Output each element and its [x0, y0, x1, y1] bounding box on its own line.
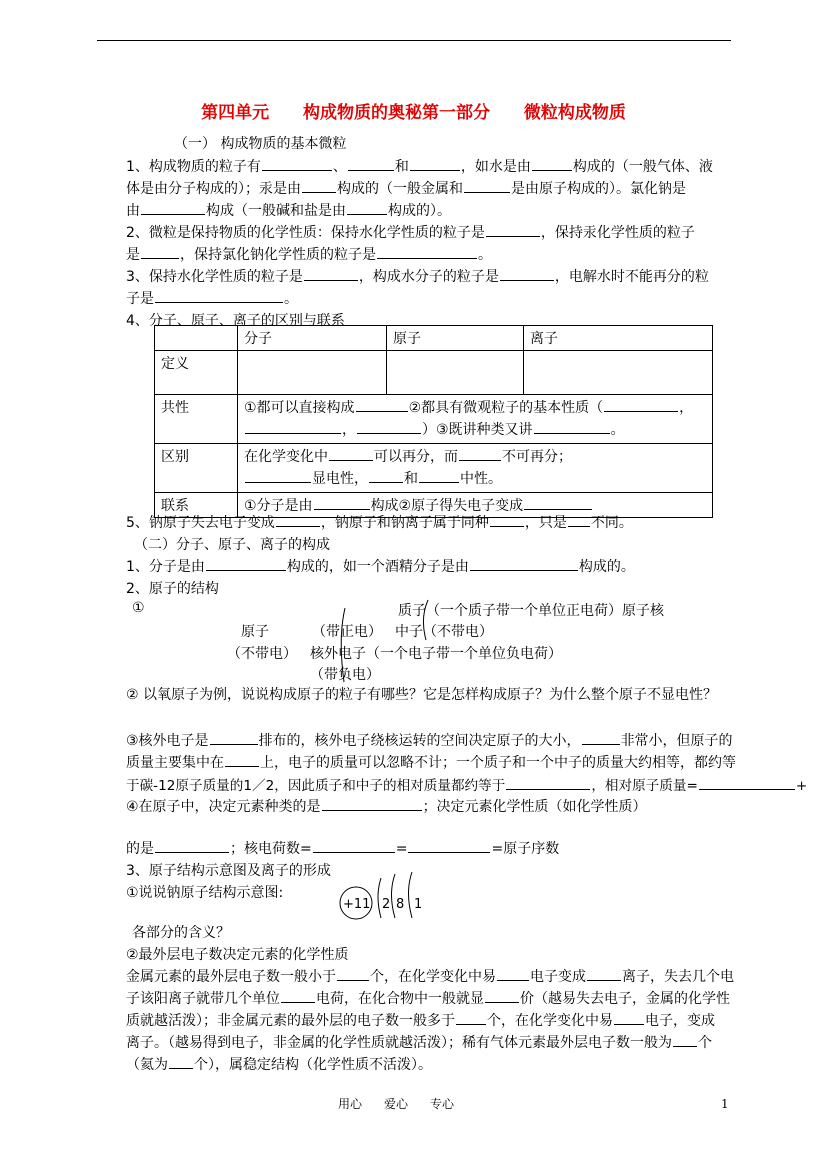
q3-line1: 3、保持水化学性质的粒子是 ，构成水分子的粒子是 ，电解水时不能再分的粒 — [126, 266, 709, 286]
s2-q3-heading: 3、原子结构示意图及离子的形成 — [126, 863, 331, 879]
footer — [338, 1095, 476, 1112]
row-label-common: 共性 — [155, 395, 238, 444]
para-line5: （氦为 个），属稳定结构（化学性质不活泼）。 — [126, 1054, 432, 1074]
blank[interactable] — [357, 419, 421, 434]
blank[interactable] — [486, 222, 540, 237]
blank[interactable] — [699, 775, 795, 790]
q2-line1: 2、微粒是保持物质的化学性质：保持水化学性质的粒子是 ，保持汞化学性质的粒子 — [126, 222, 695, 242]
blank[interactable] — [245, 419, 341, 434]
blank[interactable] — [506, 775, 590, 790]
row-label-link: 联系 — [155, 493, 238, 518]
diagram-atom: 原子 — [241, 624, 269, 640]
blank[interactable] — [500, 266, 554, 281]
common-cell: ①都可以直接构成 ②都具有微观粒子的基本性质（ ， ， ）③既讲种类又讲 。 — [238, 395, 713, 444]
row-label-difference: 区别 — [155, 444, 238, 493]
blank[interactable] — [314, 495, 370, 510]
q1-line1: 1、构成物质的粒子有 、 和 ，如水是由 构成的（一般气体、液 — [126, 156, 713, 176]
blank[interactable] — [141, 200, 205, 215]
blank[interactable] — [568, 512, 590, 527]
blank[interactable] — [141, 244, 179, 259]
answer-cell[interactable] — [238, 351, 387, 395]
blank[interactable] — [490, 512, 524, 527]
blank[interactable] — [281, 988, 315, 1003]
table-row — [155, 395, 713, 444]
diagram-neutral: （不带电） — [227, 646, 297, 662]
blank[interactable] — [532, 156, 572, 171]
blank[interactable] — [155, 288, 283, 303]
blank[interactable] — [377, 244, 477, 259]
para-line3: 质就越活泼）；非金属元素的最外层的电子数一般多于 个，在化学变化中易 电子，变成 — [126, 1010, 715, 1030]
table-header-ion: 离子 — [524, 326, 713, 351]
blank[interactable] — [302, 178, 336, 193]
blank[interactable] — [262, 156, 332, 171]
table-row — [155, 444, 713, 493]
s2-q2-4-line2: 的是 ；核电荷数= = =原子序数 — [126, 838, 559, 858]
page-number: 1 — [721, 1097, 729, 1111]
table-header-atom: 原子 — [387, 326, 524, 351]
blank[interactable] — [304, 266, 358, 281]
diagram-number: ① — [132, 600, 145, 616]
s2-q2-3-line1: ③核外电子是 排布的，核外电子绕核运转的空间决定原子的大小， 非常小，但原子的 — [126, 730, 733, 750]
q2-line2: 是 ，保持氯化钠化学性质的粒子是 。 — [126, 244, 492, 264]
answer-cell[interactable] — [524, 351, 713, 395]
shell-2-electrons: 8 — [396, 897, 405, 912]
blank[interactable] — [587, 966, 621, 981]
table-row — [155, 351, 713, 395]
shell-3-electrons: 1 — [414, 897, 423, 912]
table-header-row — [155, 326, 713, 351]
blank[interactable] — [524, 495, 592, 510]
blank[interactable] — [456, 1010, 486, 1025]
blank[interactable] — [673, 1032, 697, 1047]
difference-cell: 在化学变化中 可以再分，而 不可再分； 显电性， 和 中性。 — [238, 444, 713, 493]
row-label-definition: 定义 — [155, 351, 238, 395]
s2-q2-3-line2: 质量主要集中在 上，电子的质量可以忽略不计；一个质子和一个中子的质量大约相等，都约等 — [126, 752, 736, 772]
blank[interactable] — [464, 178, 510, 193]
title-unit: 第四单元 — [201, 103, 270, 123]
bracket-lines — [300, 598, 440, 684]
para-line1: 金属元素的最外层电子数一般小于 个，在化学变化中易 电子变成 离子，失去几个电 — [126, 966, 734, 986]
para-line4: 离子。（越易得到电子，非金属的化学性质就越活泼）；稀有气体元素最外层电子数一般为 个 — [126, 1032, 712, 1052]
footer-word: 爱心 — [384, 1097, 409, 1111]
blank[interactable] — [408, 838, 490, 853]
q5-line: 5、钠原子失去电子变成 ，钠原子和钠离子属于同种 ，只是 不同。 — [126, 512, 633, 532]
blank[interactable] — [369, 468, 403, 483]
answer-cell[interactable] — [387, 351, 524, 395]
blank[interactable] — [582, 730, 620, 745]
diagram-electron: 核外电子（一个电子带一个单位负电荷） — [310, 646, 562, 662]
blank[interactable] — [245, 468, 311, 483]
s2-q3-2: ②最外层电子数决定元素的化学性质 — [126, 947, 349, 963]
s2-q2-4-line1: ④在原子中，决定元素种类的是 ；决定元素化学性质（如化学性质） — [126, 796, 647, 816]
q3-line2: 子是 。 — [126, 288, 298, 308]
blank[interactable] — [206, 556, 286, 571]
shell-1-electrons: 2 — [382, 897, 391, 912]
blank[interactable] — [485, 988, 519, 1003]
diagram-negative: （带负电） — [310, 667, 380, 683]
s2-q1-line: 1、分子是由 构成的，如一个酒精分子是由 构成的。 — [126, 556, 635, 576]
blank[interactable] — [497, 966, 529, 981]
blank[interactable] — [225, 752, 259, 767]
s2-q2-3-line3: 于碳-12原子质量的1／2，因此质子和中子的相对质量都约等于 ，相对原子质量= + — [126, 774, 807, 794]
blank[interactable] — [459, 446, 501, 461]
blank[interactable] — [470, 556, 578, 571]
diagram-proton: 质子（一个质子带一个单位正电荷）原子核 — [398, 603, 664, 619]
diagram-neutron: 中子（不带电） — [395, 624, 493, 640]
sodium-structure-diagram — [336, 870, 436, 922]
blank[interactable] — [322, 796, 422, 811]
q1-line2: 体是由分子构成的）；汞是由 构成的（一般金属和 是由原子构成的）。氯化钠是 — [126, 178, 686, 198]
blank[interactable] — [534, 419, 610, 434]
blank[interactable] — [313, 838, 395, 853]
blank[interactable] — [347, 200, 387, 215]
blank[interactable] — [348, 156, 394, 171]
q4-heading: 4、分子、原子、离子的区别与联系 — [126, 313, 345, 329]
blank[interactable] — [419, 468, 459, 483]
page-title — [0, 98, 827, 123]
blank[interactable] — [614, 1010, 644, 1025]
diagram-positive: （带正电） — [312, 624, 382, 640]
blank[interactable] — [356, 397, 408, 412]
section1-heading: （一） 构成物质的基本微粒 — [174, 136, 347, 152]
s2-q3-1: ①说说钠原子结构示意图: — [126, 885, 284, 901]
section2-heading: （二）分子、原子、离子的构成 — [134, 537, 330, 553]
nucleus-charge: +11 — [343, 897, 371, 912]
blank[interactable] — [604, 397, 678, 412]
s2-q3-meaning: 各部分的含义？ — [132, 925, 230, 941]
blank[interactable] — [155, 838, 229, 853]
table-header-molecule: 分子 — [238, 326, 387, 351]
s2-q2-heading: 2、原子的结构 — [126, 581, 219, 597]
table-cell — [155, 326, 238, 351]
footer-word: 用心 — [338, 1097, 363, 1111]
header-rule — [97, 40, 731, 41]
blank[interactable] — [410, 156, 460, 171]
title-main: 构成物质的奥秘第一部分 — [303, 103, 490, 123]
comparison-table — [154, 325, 713, 518]
blank[interactable] — [337, 966, 369, 981]
footer-word: 专心 — [430, 1097, 455, 1111]
blank[interactable] — [276, 512, 320, 527]
blank[interactable] — [169, 1054, 193, 1069]
title-topic: 微粒构成物质 — [523, 103, 626, 123]
blank[interactable] — [210, 730, 258, 745]
link-cell: ①分子是由 构成②原子得失电子变成 — [238, 493, 713, 518]
s2-q2-2: ② 以氧原子为例，说说构成原子的粒子有哪些？它是怎样构成原子？为什么整个原子不显电性？ — [126, 687, 717, 703]
blank[interactable] — [329, 446, 373, 461]
q1-line3: 由 构成（一般碱和盐是由 构成的）。 — [126, 200, 451, 220]
para-line2: 子该阳离子就带几个单位 电荷，在化合物中一般就显 价（越易失去电子，金属的化学性 — [126, 988, 730, 1008]
